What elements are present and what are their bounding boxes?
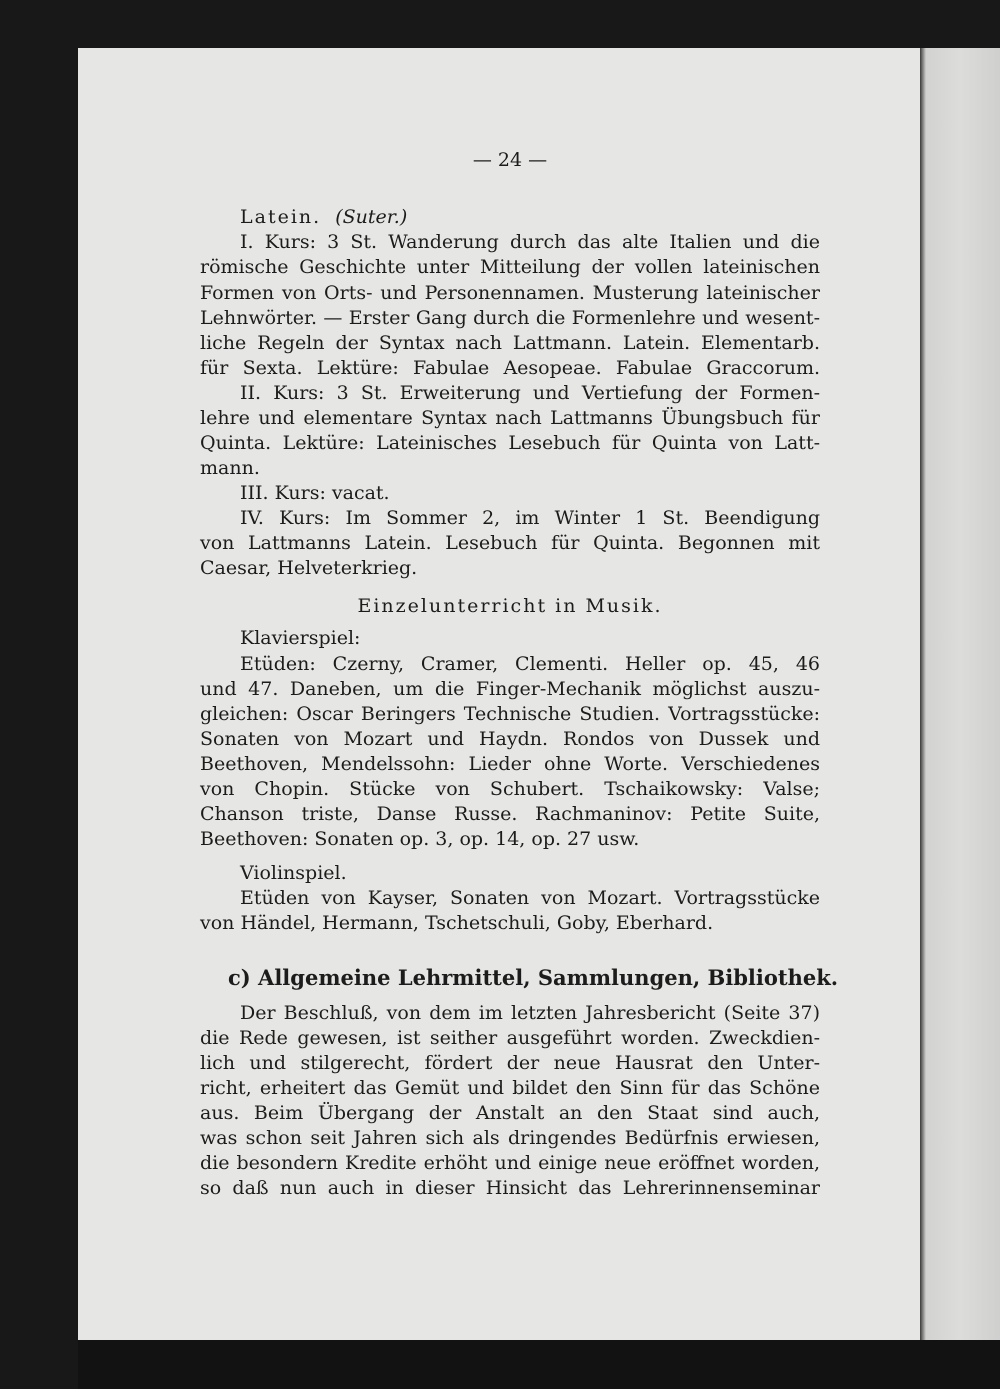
text-line: IV. Kurs: Im Sommer 2, im Winter 1 St. Beendigung (240, 507, 820, 529)
text-line: I. Kurs: 3 St. Wanderung durch das alte Italien und die (240, 231, 820, 253)
latin-title: Latein. (240, 206, 322, 228)
text-line: II. Kurs: 3 St. Erweiterung und Vertiefung der Formen- (240, 382, 820, 404)
text-line: lehre und elementare Syntax nach Lattmanns Übungsbuch für (200, 407, 820, 429)
text-line: Etüden von Kayser, Sonaten von Mozart. Vortragsstücke (240, 887, 820, 909)
section-c-heading: c) Allgemeine Lehrmittel, Sammlungen, Bibliothek. (228, 965, 839, 990)
text-line: was schon seit Jahren sich als dringendes Bedürfnis erwiesen, (200, 1127, 820, 1149)
text-line: Formen von Orts- und Personennamen. Musterung lateinischer (200, 282, 820, 304)
text-line: von Lattmanns Latein. Lesebuch für Quinta. Begonnen mit (200, 532, 820, 554)
violin-label: Violinspiel. (240, 862, 347, 884)
text-line: Sonaten von Mozart und Haydn. Rondos von Dussek und (200, 728, 820, 750)
text-line: römische Geschichte unter Mitteilung der vollen lateinischen (200, 256, 820, 278)
text-line: gleichen: Oscar Beringers Technische Studien. Vortragsstücke: (200, 703, 820, 725)
text-line: die Rede gewesen, ist seither ausgeführt worden. Zweckdien- (200, 1027, 820, 1049)
text-line: Lehnwörter. — Erster Gang durch die Formenlehre und wesent- (200, 307, 820, 329)
text-line: und 47. Daneben, um die Finger-Mechanik möglichst auszu- (200, 678, 820, 700)
text-line: für Sexta. Lektüre: Fabulae Aesopeae. Fabulae Graccorum. (200, 357, 820, 379)
text-line: Beethoven: Sonaten op. 3, op. 14, op. 27 usw. (200, 828, 640, 850)
text-line: liche Regeln der Syntax nach Lattmann. Latein. Elementarb. (200, 332, 820, 354)
next-page-edge (920, 48, 1000, 1340)
latin-teacher: (Suter.) (335, 206, 408, 228)
scan-border (78, 1340, 1000, 1389)
text-line: lich und stilgerecht, fördert der neue Hausrat den Unter- (200, 1052, 820, 1074)
text-line: so daß nun auch in dieser Hinsicht das Lehrerinnenseminar (200, 1177, 820, 1199)
text-line: Quinta. Lektüre: Lateinisches Lesebuch für Quinta von Latt- (200, 432, 820, 454)
text-line: Caesar, Helveterkrieg. (200, 557, 418, 579)
text-line: Beethoven, Mendelssohn: Lieder ohne Worte. Verschiedenes (200, 753, 820, 775)
text-line: von Chopin. Stücke von Schubert. Tschaikowsky: Valse; (200, 778, 820, 800)
page-number: — 24 — (472, 149, 548, 171)
piano-label: Klavierspiel: (240, 627, 361, 649)
text-line: die besondern Kredite erhöht und einige neue eröffnet worden, (200, 1152, 820, 1174)
text-line: mann. (200, 457, 260, 479)
latin-heading (240, 205, 407, 230)
text-line: Der Beschluß, von dem im letzten Jahresbericht (Seite 37) (240, 1002, 820, 1024)
text-line: Chanson triste, Danse Russe. Rachmaninov: Petite Suite, (200, 803, 820, 825)
text-line: aus. Beim Übergang der Anstalt an den Staat sind auch, (200, 1102, 820, 1124)
text-line: III. Kurs: vacat. (240, 482, 390, 504)
text-line: Etüden: Czerny, Cramer, Clementi. Heller op. 45, 46 (240, 653, 820, 675)
music-heading: Einzelunterricht in Musik. (357, 595, 663, 617)
text-line: von Händel, Hermann, Tschetschuli, Goby, Eberhard. (200, 912, 714, 934)
text-line: richt, erheitert das Gemüt und bildet den Sinn für das Schöne (200, 1077, 820, 1099)
